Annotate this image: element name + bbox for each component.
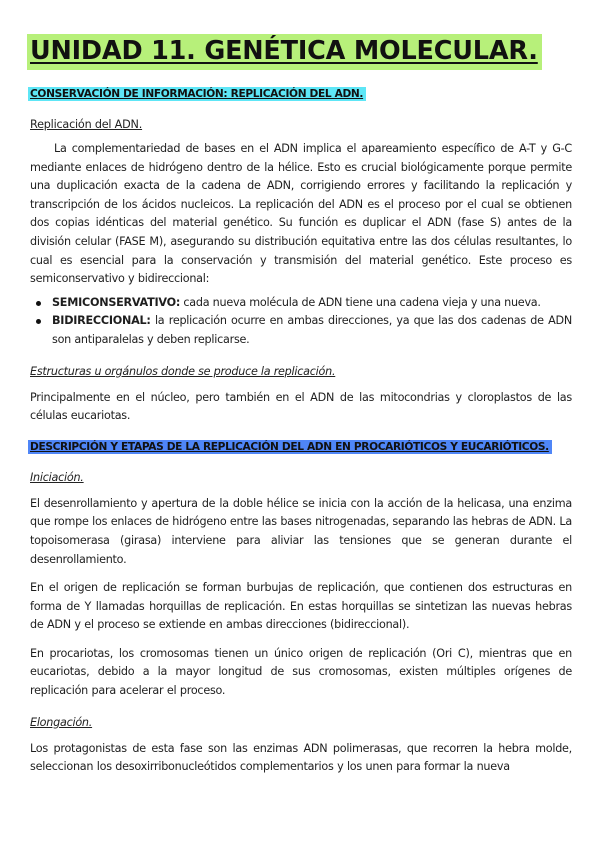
structures-paragraph: Principalmente en el núcleo, pero también en el ADN de las mitocondrias y cloroplastos de las células eucariotas. (30, 390, 572, 423)
section2-heading: DESCRIPCIÓN Y ETAPAS DE LA REPLICACIÓN DEL ADN EN PROCARIÓTICOS Y EUCARIÓTICOS. (28, 440, 552, 454)
bullet-dot-icon (36, 319, 41, 324)
initiation-paragraph-2: En el origen de replicación se forman burbujas de replicación, que contienen dos estructuras en forma de Y llamadas horquillas de replicación. En estas horquillas se sintetizan las nuevas hebras de ADN y el proceso se extiende en ambas direcciones (bidireccional). (30, 581, 572, 632)
replication-subheading: Replicación del ADN. (30, 118, 143, 131)
structures-heading: Estructuras u orgánulos donde se produce la replicación. (30, 364, 336, 378)
initiation-heading: Iniciación. (30, 470, 84, 484)
bullet-text: la replicación ocurre en ambas direcciones, ya que las dos cadenas de ADN son antiparalelas y deben replicarse. (52, 314, 572, 346)
replication-paragraph: La complementariedad de bases en el ADN implica el apareamiento específico de A-T y G-C mediante enlaces de hidrógeno dentro de la hélice. Esto es crucial biológicamente porque permite una duplicación exacta de la cadena de ADN, corrigiendo errores y facilitando la replicación y transcripción de los ácidos nucleicos. La replicación del ADN es el proceso por el cual se obtienen dos copias idénticas del material genético. Su función es duplicar el ADN (fase S) antes de la división celular (FASE M), asegurando su distribución equitativa entre las dos células resultantes, lo cual es esencial para la conservación y transmisión del material genético. Este proceso es semiconservativo y bidireccional: (30, 142, 572, 286)
section2-heading-row (30, 435, 572, 454)
page-title: UNIDAD 11. GENÉTICA MOLECULAR. (30, 36, 538, 66)
replication-subheading-row (30, 113, 572, 132)
replication-properties-list (30, 294, 572, 350)
bullet-term: SEMICONSERVATIVO: (52, 295, 181, 309)
bullet-bidireccional (52, 312, 572, 349)
structures-heading-row (30, 360, 572, 379)
initiation-paragraph-1: El desenrollamiento y apertura de la doble hélice se inicia con la acción de la helicasa, una enzima que rompe los enlaces de hidrógeno entre las bases nitrogenadas, separando las hebras de ADN. La topoisomerasa (girasa) interviene para aliviar las tensiones que se generan durante el desenrollamiento. (30, 496, 573, 566)
initiation-heading-row (30, 466, 572, 485)
bullet-semiconservativo (52, 294, 572, 313)
bullet-dot-icon (36, 301, 41, 306)
initiation-paragraph-3: En procariotas, los cromosomas tienen un único origen de replicación (Ori C), mientras que en eucariotas, debido a la mayor longitud de sus cromosomas, existen múltiples orígenes de replicación para acelerar el proceso. (30, 646, 572, 698)
bullet-text: cada nueva molécula de ADN tiene una cadena vieja y una nueva. (180, 295, 541, 309)
elongation-paragraph-1: Los protagonistas de esta fase son las enzimas ADN polimerasas, que recorren la hebra molde, seleccionan los desoxirribonucleótidos complementarios y los unen para formar la nueva (30, 741, 572, 774)
elongation-heading: Elongación. (30, 715, 93, 729)
bullet-term: BIDIRECCIONAL: (52, 314, 151, 328)
title-highlight (27, 34, 542, 70)
section1-heading: CONSERVACIÓN DE INFORMACIÓN: REPLICACIÓN DEL ADN. (28, 87, 366, 101)
elongation-heading-row (30, 711, 572, 730)
section1-heading-row (30, 82, 572, 101)
